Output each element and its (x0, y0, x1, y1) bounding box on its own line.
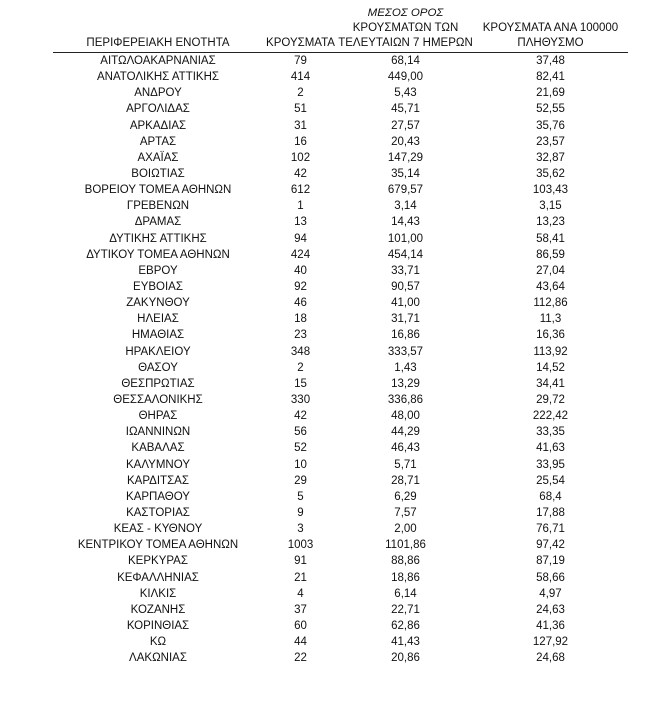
table-row (53, 618, 628, 634)
cell-per100k: 24,63 (536, 603, 565, 616)
cell-per100k: 11,3 (539, 313, 562, 326)
cell-per100k: 35,76 (536, 119, 565, 132)
cell-region: ΔΡΑΜΑΣ (134, 216, 182, 229)
table-row (53, 166, 628, 182)
cell-cases: 2 (297, 87, 304, 100)
cell-region: ΚΑΡΔΙΤΣΑΣ (127, 474, 189, 487)
cell-cases: 9 (297, 507, 304, 519)
cell-cases: 92 (294, 281, 307, 294)
cell-region: ΒΟΙΩΤΙΑΣ (131, 168, 185, 181)
table-row (53, 53, 628, 70)
cell-avg7: 41,43 (391, 636, 420, 649)
cell-per100k: 76,71 (536, 523, 565, 536)
cell-avg7: 333,57 (387, 345, 424, 358)
cell-region: ΚΑΛΥΜΝΟΥ (126, 458, 190, 471)
cell-region: ΒΟΡΕΙΟΥ ΤΟΜΕΑ ΑΘΗΝΩΝ (84, 184, 232, 197)
cell-cases: 56 (294, 426, 307, 439)
cell-avg7: 31,71 (391, 313, 420, 326)
cell-per100k: 113,92 (533, 345, 568, 358)
cell-per100k: 87,19 (536, 555, 565, 568)
cell-avg7: 101,00 (387, 232, 424, 245)
cell-per100k: 24,68 (536, 652, 565, 665)
cell-avg7: 28,71 (391, 474, 420, 487)
cell-cases: 18 (294, 313, 307, 326)
cell-region: ΔΥΤΙΚΗΣ ΑΤΤΙΚΗΣ (109, 232, 207, 245)
cell-cases: 42 (294, 168, 307, 181)
cell-per100k: 14,52 (536, 361, 565, 374)
table-row (53, 634, 628, 650)
header-row (53, 6, 628, 53)
cell-region: ΑΡΤΑΣ (139, 135, 177, 148)
cell-avg7: 5,71 (394, 458, 417, 471)
cell-avg7: 13,29 (391, 377, 420, 390)
table-row (53, 69, 628, 85)
cell-per100k: 103,43 (532, 184, 569, 197)
table-row (53, 279, 628, 295)
cell-cases: 2 (297, 361, 304, 374)
cell-avg7: 33,71 (391, 264, 420, 277)
cell-region: ΑΝΑΤΟΛΙΚΗΣ ΑΤΤΙΚΗΣ (96, 71, 219, 84)
cell-avg7: 6,14 (394, 587, 417, 600)
table-row (53, 521, 628, 537)
table-row (53, 424, 628, 440)
cell-cases: 330 (290, 394, 311, 407)
cell-avg7: 62,86 (391, 619, 420, 632)
cell-per100k: 58,66 (536, 571, 565, 584)
cell-region: ΑΝΔΡΟΥ (134, 87, 182, 100)
table-row (53, 537, 628, 553)
table-row (53, 198, 628, 214)
table-row (53, 231, 628, 247)
cell-avg7: 449,00 (387, 71, 424, 84)
cell-per100k: 33,95 (536, 458, 565, 471)
cell-cases: 348 (290, 345, 311, 358)
cell-region: ΙΩΑΝΝΙΝΩΝ (125, 426, 191, 439)
table-row (53, 457, 628, 473)
cell-region: ΘΑΣΟΥ (138, 361, 178, 374)
header-per100k-line1: ΚΡΟΥΣΜΑΤΑ ΑΝΑ 100000 (482, 22, 619, 34)
table-row (53, 553, 628, 569)
header-per100k-line2: ΠΛΗΘΥΣΜΟ (517, 37, 584, 49)
cell-avg7: 147,29 (387, 151, 424, 164)
cell-region: ΕΒΡΟΥ (138, 264, 178, 277)
header-cases-label: ΚΡΟΥΣΜΑΤΑ (266, 37, 335, 49)
cell-avg7: 88,86 (391, 555, 420, 568)
cell-per100k: 68,4 (539, 490, 562, 503)
cell-per100k: 25,54 (536, 474, 565, 487)
cell-cases: 15 (294, 377, 307, 390)
table-row (53, 182, 628, 198)
cell-region: ΖΑΚΥΝΘΟΥ (126, 297, 190, 310)
cell-region: ΔΥΤΙΚΟΥ ΤΟΜΕΑ ΑΘΗΝΩΝ (86, 248, 230, 261)
cell-cases: 22 (294, 652, 307, 665)
cell-per100k: 82,41 (536, 71, 565, 84)
header-avg7-line1: ΜΕΣΟΣ ΟΡΟΣ (367, 7, 444, 19)
cell-cases: 42 (294, 410, 307, 423)
cell-region: ΚΟΡΙΝΘΙΑΣ (126, 619, 190, 632)
cell-cases: 4 (297, 587, 304, 600)
cell-avg7: 3,14 (394, 200, 417, 213)
cell-per100k: 35,62 (536, 168, 565, 181)
cell-region: ΚΙΛΚΙΣ (139, 587, 177, 600)
cell-avg7: 44,29 (391, 426, 420, 439)
table-row (53, 376, 628, 392)
cell-region: ΚΩ (149, 636, 167, 649)
cell-region: ΚΕΑΣ - ΚΥΘΝΟΥ (113, 523, 203, 536)
cell-per100k: 41,36 (536, 619, 565, 632)
table-row (53, 602, 628, 618)
table-row (53, 295, 628, 311)
cell-per100k: 112,86 (533, 297, 568, 310)
cell-per100k: 97,42 (536, 539, 565, 552)
cell-avg7: 27,57 (391, 119, 420, 132)
cases-table (53, 6, 628, 666)
table-body (53, 53, 628, 667)
cell-cases: 612 (290, 184, 311, 197)
cell-cases: 1003 (287, 539, 314, 552)
cell-per100k: 16,36 (536, 329, 565, 342)
header-per100k (473, 6, 628, 53)
cell-region: ΚΕΝΤΡΙΚΟΥ ΤΟΜΕΑ ΑΘΗΝΩΝ (77, 539, 239, 552)
cell-avg7: 1101,86 (385, 539, 426, 552)
table-row (53, 101, 628, 117)
header-avg7 (338, 6, 473, 53)
cell-avg7: 20,43 (391, 135, 420, 148)
cell-avg7: 679,57 (387, 184, 424, 197)
cell-per100k: 13,23 (536, 216, 565, 229)
cell-avg7: 6,29 (394, 490, 417, 503)
cell-per100k: 37,48 (536, 55, 565, 68)
cell-per100k: 58,41 (536, 232, 565, 245)
cell-avg7: 5,43 (394, 87, 417, 100)
cell-cases: 91 (294, 555, 307, 568)
cell-per100k: 52,55 (536, 103, 565, 116)
cell-region: ΓΡΕΒΕΝΩΝ (126, 200, 190, 213)
cell-avg7: 48,00 (391, 410, 420, 423)
cell-avg7: 16,86 (391, 329, 420, 342)
cell-region: ΘΕΣΠΡΩΤΙΑΣ (121, 377, 195, 390)
cell-region: ΚΕΦΑΛΛΗΝΙΑΣ (117, 571, 199, 584)
cell-per100k: 3,15 (539, 200, 562, 213)
cell-avg7: 336,86 (387, 394, 424, 407)
header-region (53, 6, 263, 53)
table-row (53, 214, 628, 230)
cell-per100k: 34,41 (536, 377, 565, 390)
cell-avg7: 7,57 (394, 507, 417, 519)
cell-avg7: 68,14 (391, 55, 420, 68)
cell-cases: 31 (294, 119, 307, 132)
cell-avg7: 41,00 (391, 297, 420, 310)
cell-per100k: 23,57 (536, 135, 565, 148)
cell-cases: 94 (294, 232, 307, 245)
cell-cases: 1 (297, 200, 304, 213)
cell-region: ΚΑΡΠΑΘΟΥ (126, 490, 190, 503)
table-row (53, 118, 628, 134)
cell-cases: 40 (294, 264, 307, 277)
table-row (53, 150, 628, 166)
cell-avg7: 35,14 (391, 168, 420, 181)
cell-region: ΚΕΡΚΥΡΑΣ (128, 555, 188, 568)
header-avg7-line3: ΤΕΛΕΥΤΑΙΩΝ 7 ΗΜΕΡΩΝ (338, 37, 473, 49)
table-row (53, 570, 628, 586)
cell-per100k: 127,92 (532, 636, 569, 649)
cell-avg7: 20,86 (391, 652, 420, 665)
cell-region: ΘΕΣΣΑΛΟΝΙΚΗΣ (113, 394, 203, 407)
cell-region: ΗΛΕΙΑΣ (137, 313, 179, 326)
cell-cases: 10 (294, 458, 307, 471)
table-row (53, 505, 628, 521)
cell-per100k: 43,64 (536, 281, 565, 294)
table-row (53, 344, 628, 360)
cell-cases: 46 (294, 297, 307, 310)
cell-per100k: 27,04 (536, 264, 565, 277)
cell-per100k: 222,42 (532, 410, 569, 423)
cell-avg7: 90,57 (391, 281, 420, 294)
cases-table-sheet (53, 6, 628, 666)
header-cases (263, 6, 338, 53)
cell-cases: 79 (294, 55, 307, 68)
cell-cases: 29 (294, 474, 307, 487)
cell-region: ΚΑΣΤΟΡΙΑΣ (126, 507, 190, 519)
table-row (53, 440, 628, 456)
cell-avg7: 2,00 (394, 523, 417, 536)
cell-avg7: 454,14 (387, 248, 424, 261)
table-row (53, 85, 628, 101)
table-row (53, 473, 628, 489)
cell-region: ΑΙΤΩΛΟΑΚΑΡΝΑΝΙΑΣ (100, 55, 216, 68)
cell-per100k: 17,88 (536, 507, 565, 519)
cell-cases: 16 (294, 135, 307, 148)
cell-region: ΗΡΑΚΛΕΙΟΥ (125, 345, 191, 358)
cell-region: ΚΟΖΑΝΗΣ (130, 603, 186, 616)
table-row (53, 360, 628, 376)
cell-per100k: 33,35 (536, 426, 565, 439)
table-row (53, 134, 628, 150)
cell-region: ΑΡΚΑΔΙΑΣ (129, 119, 187, 132)
cell-region: ΑΧΑΪΑΣ (137, 151, 179, 164)
cell-cases: 60 (294, 619, 307, 632)
header-region-label: ΠΕΡΙΦΕΡΕΙΑΚΗ ΕΝΟΤΗΤΑ (86, 37, 230, 49)
cell-region: ΕΥΒΟΙΑΣ (133, 281, 183, 294)
cell-cases: 52 (294, 442, 307, 455)
cell-cases: 21 (294, 571, 307, 584)
cell-avg7: 18,86 (391, 571, 420, 584)
cell-cases: 102 (290, 151, 311, 164)
cell-cases: 3 (297, 523, 304, 536)
cell-per100k: 86,59 (536, 248, 565, 261)
header-avg7-line2: ΚΡΟΥΣΜΑΤΩΝ ΤΩΝ (352, 22, 459, 34)
table-row (53, 650, 628, 666)
cell-region: ΘΗΡΑΣ (138, 410, 178, 423)
cell-avg7: 1,43 (394, 361, 417, 374)
cell-per100k: 21,69 (536, 87, 565, 100)
cell-cases: 414 (290, 71, 311, 84)
cell-cases: 424 (290, 248, 311, 261)
cell-per100k: 41,63 (536, 442, 565, 455)
table-row (53, 263, 628, 279)
cell-avg7: 46,43 (391, 442, 420, 455)
table-row (53, 247, 628, 263)
cell-region: ΚΑΒΑΛΑΣ (131, 442, 185, 455)
cell-avg7: 22,71 (391, 603, 420, 616)
table-row (53, 311, 628, 327)
cell-per100k: 29,72 (536, 394, 565, 407)
table-row (53, 408, 628, 424)
cell-cases: 37 (294, 603, 307, 616)
cell-cases: 51 (294, 103, 307, 116)
cell-avg7: 14,43 (391, 216, 420, 229)
cell-cases: 44 (294, 636, 307, 649)
cell-per100k: 32,87 (536, 151, 565, 164)
cell-region: ΗΜΑΘΙΑΣ (131, 329, 185, 342)
cell-region: ΑΡΓΟΛΙΔΑΣ (126, 103, 190, 116)
cell-avg7: 45,71 (391, 103, 420, 116)
cell-cases: 5 (297, 490, 304, 503)
cell-cases: 13 (294, 216, 307, 229)
table-row (53, 586, 628, 602)
cell-region: ΛΑΚΩΝΙΑΣ (129, 652, 187, 665)
table-row (53, 327, 628, 343)
cell-per100k: 4,97 (539, 587, 562, 600)
table-row (53, 392, 628, 408)
table-row (53, 489, 628, 505)
cell-cases: 23 (294, 329, 307, 342)
